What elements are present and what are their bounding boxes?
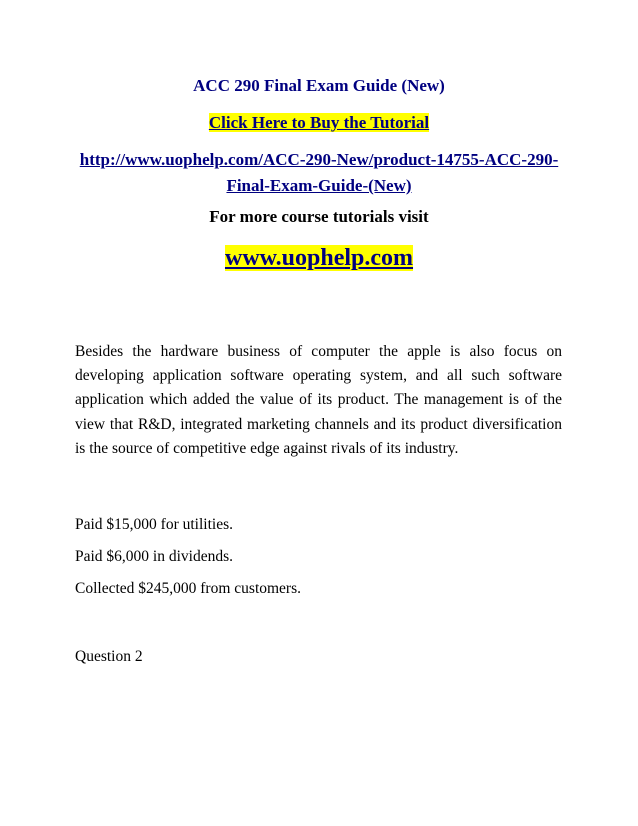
body-line-utilities: Paid $15,000 for utilities. xyxy=(75,516,234,533)
site-link-row xyxy=(0,245,638,272)
body-line-dividends: Paid $6,000 in dividends. xyxy=(75,548,234,565)
document-title xyxy=(0,76,638,96)
product-url-row xyxy=(0,147,638,199)
body-paragraph: Besides the hardware business of computer the apple is also focus on developing application software operating system, and all such software application which added the value of its product. The management is of the view that R&D, integrated marketing channels and its product diversification is the source of competitive edge against rivals of its industry. xyxy=(75,343,562,457)
site-link[interactable]: www.uophelp.com xyxy=(224,245,414,271)
buy-tutorial-row xyxy=(0,113,638,133)
more-tutorials-text: For more course tutorials visit xyxy=(209,207,429,226)
product-url-link[interactable]: http://www.uophelp.com/ACC-290-New/product-14755-ACC-290-Final-Exam-Guide-(New) xyxy=(79,150,559,195)
document-title-text: ACC 290 Final Exam Guide (New) xyxy=(193,76,445,95)
buy-tutorial-link[interactable]: Click Here to Buy the Tutorial xyxy=(208,113,430,132)
body-line-collected: Collected $245,000 from customers. xyxy=(75,580,301,597)
question-heading: Question 2 xyxy=(75,648,143,665)
